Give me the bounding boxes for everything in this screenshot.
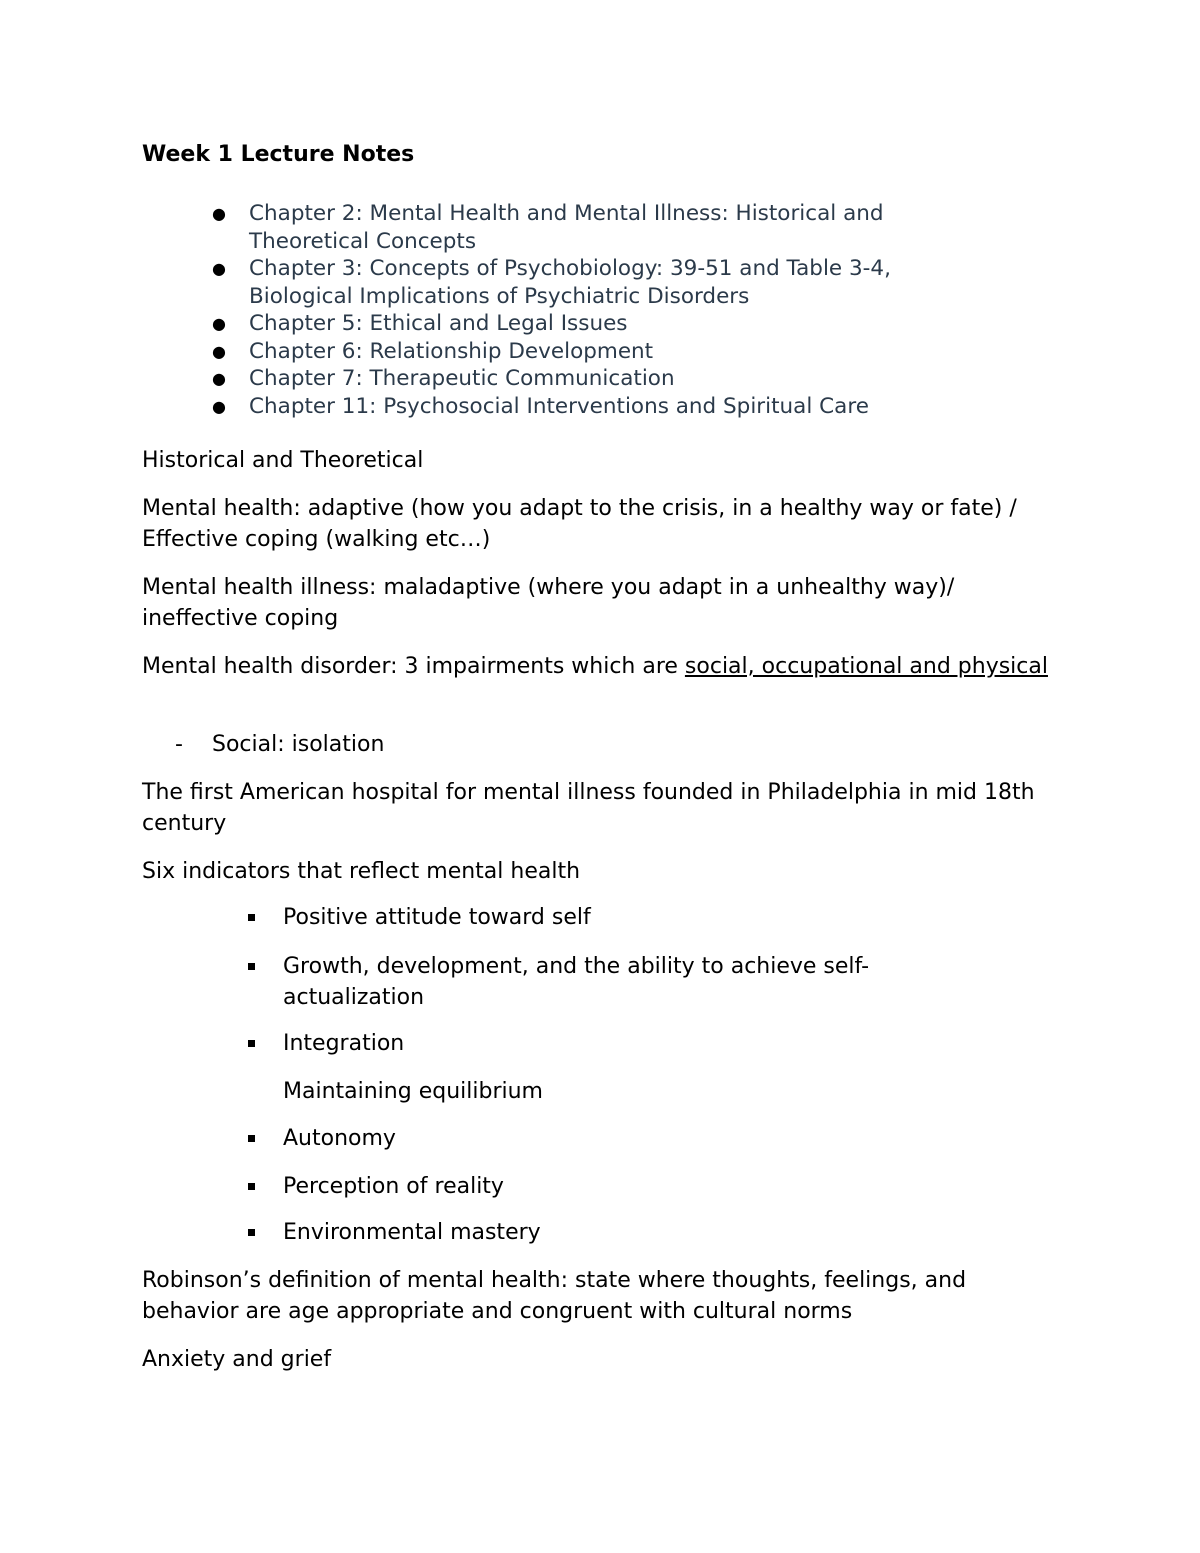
mental-health-paragraph: Mental health: adaptive (how you adapt to the crisis, in a healthy way or fate) / Effective coping (walking etc…) (142, 496, 1017, 552)
chapter-item: ● Chapter 5: Ethical and Legal Issues (212, 311, 628, 336)
robinson-paragraph: Robinson’s definition of mental health: state where thoughts, feelings, and behavior are age appropriate and congruent with cultural norms (142, 1268, 967, 1324)
disorder-underlined-text: social, occupational and physical (684, 654, 1048, 679)
bullet-icon: ● (212, 259, 226, 278)
disorder-paragraph (142, 651, 1062, 682)
square-bullet-icon (248, 914, 255, 921)
anxiety-heading: Anxiety and grief (142, 1347, 332, 1372)
chapter-item: ● Chapter 11: Psychosocial Interventions and Spiritual Care (212, 393, 869, 419)
square-bullet-icon (248, 1135, 255, 1142)
document-page: Week 1 Lecture Notes ● Chapter 2: Mental Health and Mental Illness: Historical and Theoretical Concepts ● Chapter 3: Concepts of Psychobiology: 39-51 and Table 3-4, Biological Implications of Psychiatric Disorders ● Chapter 5: Ethical and Legal Issues ● Chapter 6: Relationship Development ● Chapter 7: Therapeutic Communication ● Chapter 11: Psychosocial Interventions and Spiritual Care Historical and Theoretical Mental health: adaptive (how you adapt to the crisis, in a healthy way or fate) / Effective coping (walking etc…) Mental health illness: maladaptive (where you adapt in a unhealthy way)/ ineffective coping Mental health disorder: 3 impairments which are social, occupational and physical - Social: isolation The first American hospital for mental illness founded in Philadelphia in mid 18th century Six indicators that reflect mental health Positive attitude toward self Growth, development, and the ability to achieve self-actualization Integration Maintaining equilibrium Autonomy Perception of reality Environmental mastery Robinson’s definition of mental health: state where thoughts, feelings, and behavior are age appropriate and congruent with cultural norms Anxiety and grief (0, 0, 1200, 1553)
hospital-paragraph: The first American hospital for mental illness founded in Philadelphia in mid 18th century (142, 780, 1035, 836)
chapter-item: ● Chapter 2: Mental Health and Mental Illness: Historical and Theoretical Concepts (212, 201, 884, 254)
disorder-text: Mental health disorder: 3 impairments which are (142, 654, 685, 679)
bullet-icon: ● (212, 369, 226, 388)
mental-illness-paragraph: Mental health illness: maladaptive (where you adapt in a unhealthy way)/ ineffective coping (142, 575, 955, 631)
chapter-item: ● Chapter 3: Concepts of Psychobiology: 39-51 and Table 3-4, Biological Implications of Psychiatric Disorders (212, 256, 891, 309)
bullet-icon: ● (212, 341, 226, 361)
chapter-item: ● Chapter 7: Therapeutic Communication (212, 366, 675, 391)
dash-icon: - (175, 732, 183, 757)
bullet-icon: ● (212, 314, 226, 333)
square-bullet-icon (248, 1183, 255, 1190)
bullet-icon: ● (212, 204, 226, 223)
square-bullet-icon (248, 963, 255, 970)
bullet-icon: ● (212, 396, 226, 416)
chapter-list (0, 200, 969, 420)
chapter-item: ● Chapter 6: Relationship Development (212, 338, 654, 364)
square-bullet-icon (248, 1040, 255, 1047)
section-heading: Historical and Theoretical (142, 448, 424, 473)
page-title: Week 1 Lecture Notes (142, 142, 415, 167)
indicators-heading: Six indicators that reflect mental health (142, 859, 581, 884)
dash-item-text: Social: isolation (212, 732, 385, 757)
square-bullet-icon (248, 1229, 255, 1236)
